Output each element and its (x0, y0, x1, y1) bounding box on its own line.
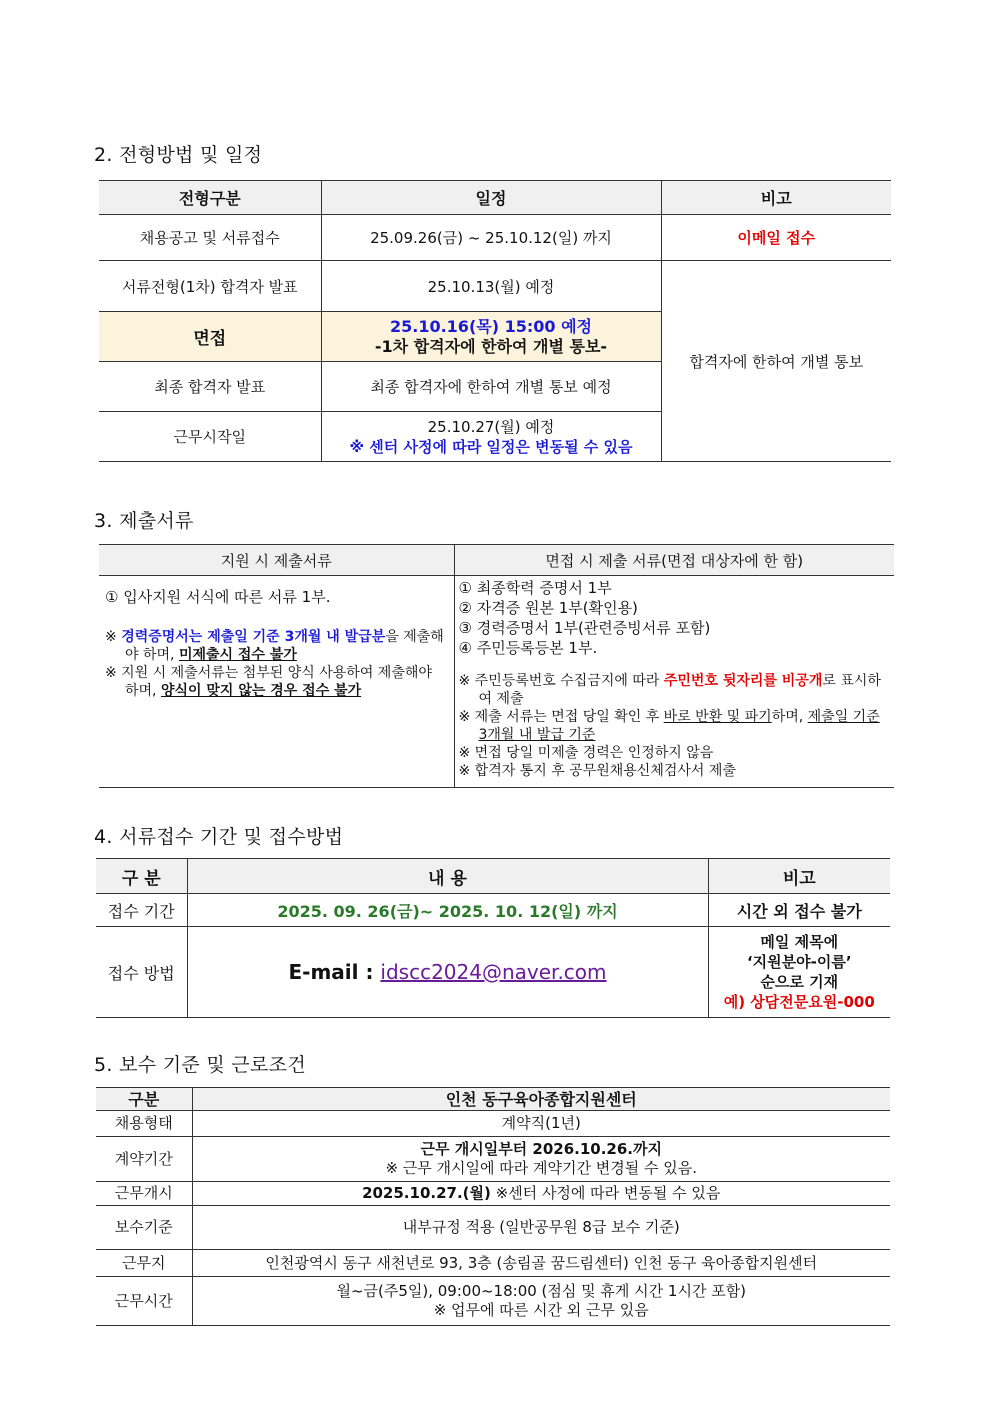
row-schedule: 최종 합격자에 한하여 개별 통보 예정 (321, 362, 661, 412)
row-label: 근무개시 (96, 1182, 192, 1206)
application-period: 2025. 09. 26(금)~ 2025. 10. 12(일) 까지 (187, 894, 708, 927)
table-row (96, 1182, 890, 1206)
table-row (96, 894, 890, 927)
row-value: 인천광역시 동구 새천년로 93, 3층 (송림골 꿈드림센터) 인천 동구 육아종합지원센터 (192, 1250, 890, 1277)
row-label: 계약기간 (96, 1137, 192, 1182)
apply-note-2: ※ 지원 시 제출서류는 첨부된 양식 사용하여 제출해야 하며, 양식이 맞지 않는 경우 접수 불가 (105, 665, 432, 699)
row-value: 내부규정 적용 (일반공무원 8급 보수 기준) (192, 1206, 890, 1250)
row-value: 2025.10.27.(월) ※센터 사정에 따라 변동될 수 있음 (192, 1182, 890, 1206)
row-schedule (321, 312, 661, 362)
header-category: 구분 (96, 1088, 192, 1111)
section-5-heading: 5. 보수 기준 및 근로조건 (94, 1054, 306, 1076)
row-schedule: 25.09.26(금) ~ 25.10.12(일) 까지 (321, 215, 661, 261)
row-label: 근무지 (96, 1250, 192, 1277)
application-email: E-mail : idscc2024@naver.com (187, 927, 708, 1018)
header-schedule: 일정 (321, 181, 661, 215)
working-conditions-table (96, 1087, 890, 1326)
interview-doc-item: ④ 주민등록등본 1부. (458, 639, 598, 657)
email-link[interactable]: idscc2024@naver.com (380, 960, 607, 984)
interview-date: 25.10.16(목) 15:00 예정 (389, 316, 593, 336)
header-remark: 비고 (708, 859, 890, 894)
row-label: 채용형태 (96, 1111, 192, 1137)
row-label: 채용공고 및 서류접수 (99, 215, 321, 261)
header-remark: 비고 (661, 181, 891, 215)
row-schedule: 25.10.13(월) 예정 (321, 261, 661, 312)
selection-schedule-table (99, 180, 891, 462)
row-value: 월~금(주5일), 09:00~18:00 (점심 및 휴게 시간 1시간 포함) ※ 업무에 따른 시간 외 근무 있음 (192, 1277, 890, 1326)
merged-remark: 합격자에 한하여 개별 통보 (661, 261, 891, 462)
start-date: 25.10.27(월) 예정 (427, 417, 555, 436)
interview-doc-item: ③ 경력증명서 1부(관련증빙서류 포함) (458, 619, 711, 637)
interview-note-2: ※ 제출 서류는 면접 당일 확인 후 바로 반환 및 파기하며, 제출일 기준 3개월 내 발급 기준 (458, 709, 880, 743)
header-center: 인천 동구육아종합지원센터 (192, 1088, 890, 1111)
header-interview-docs: 면접 시 제출 서류(면접 대상자에 한 함) (454, 545, 894, 576)
section-3-heading: 3. 제출서류 (94, 510, 194, 532)
header-content: 내 용 (187, 859, 708, 894)
interview-note-4: ※ 합격자 통지 후 공무원채용신체검사서 제출 (458, 763, 736, 779)
apply-doc-item: ① 입사지원 서식에 따른 서류 1부. (105, 588, 331, 606)
row-schedule (321, 412, 661, 462)
table-row (96, 1277, 890, 1326)
table-row (96, 1206, 890, 1250)
interview-doc-item: ① 최종학력 증명서 1부 (458, 579, 612, 597)
row-remark: 시간 외 접수 불가 (708, 894, 890, 927)
documents-table (99, 544, 894, 788)
row-value: 근무 개시일부터 2026.10.26.까지 ※ 근무 개시일에 따라 계약기간 변경될 수 있음. (192, 1137, 890, 1182)
interview-doc-item: ② 자격증 원본 1부(확인용) (458, 599, 638, 617)
apply-note-1: ※ 경력증명서는 제출일 기준 3개월 내 발급분을 제출해야 하며, 미제출시 접수 불가 (105, 629, 444, 663)
application-method-table (96, 858, 890, 1018)
row-label: 보수기준 (96, 1206, 192, 1250)
table-row (99, 261, 891, 312)
row-label: 근무시작일 (99, 412, 321, 462)
table-row (96, 1137, 890, 1182)
table-row (96, 1250, 890, 1277)
row-label: 최종 합격자 발표 (99, 362, 321, 412)
interview-note: -1차 합격자에 한하여 개별 통보- (374, 336, 608, 356)
row-label: 접수 방법 (96, 927, 187, 1018)
row-label: 근무시간 (96, 1277, 192, 1326)
row-label: 면접 (99, 312, 321, 362)
header-category: 구 분 (96, 859, 187, 894)
start-date-note: ※ 센터 사정에 따라 일정은 변동될 수 있음 (349, 437, 633, 456)
section-4-heading: 4. 서류접수 기간 및 접수방법 (94, 826, 344, 848)
interview-note-1: ※ 주민등록번호 수집금지에 따라 주민번호 뒷자리를 비공개로 표시하여 제출 (458, 673, 881, 707)
row-label: 접수 기간 (96, 894, 187, 927)
header-type: 전형구분 (99, 181, 321, 215)
email-subject-note: 메일 제목에 ‘지원분야-이름’ 순으로 기재 예) 상담전문요원-000 (708, 927, 890, 1018)
header-apply-docs: 지원 시 제출서류 (99, 545, 454, 576)
row-remark: 이메일 접수 (661, 215, 891, 261)
table-row (96, 927, 890, 1018)
row-label: 서류전형(1차) 합격자 발표 (99, 261, 321, 312)
apply-docs-cell (99, 576, 454, 788)
row-value: 계약직(1년) (192, 1111, 890, 1137)
table-row (99, 215, 891, 261)
section-2-heading: 2. 전형방법 및 일정 (94, 144, 263, 166)
interview-note-3: ※ 면접 당일 미제출 경력은 인정하지 않음 (458, 745, 714, 761)
table-row (96, 1111, 890, 1137)
interview-docs-cell (454, 576, 894, 788)
